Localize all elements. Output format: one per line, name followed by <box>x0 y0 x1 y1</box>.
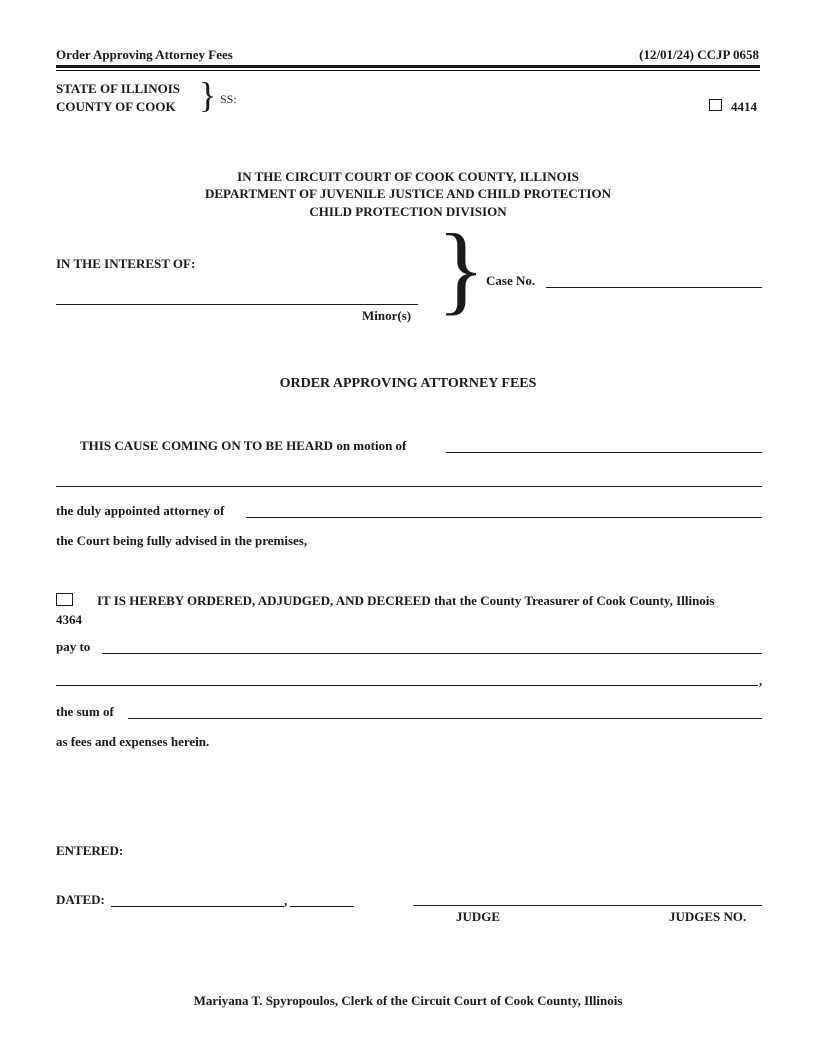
dated-comma: , <box>284 893 288 908</box>
county-label: COUNTY OF COOK <box>56 99 176 114</box>
ss-label: SS: <box>220 92 237 106</box>
ordered-text: IT IS HEREBY ORDERED, ADJUDGED, AND DECREED that the County Treasurer of Cook County, Illinois <box>97 593 715 608</box>
caption-brace: } <box>437 213 485 324</box>
payee-continuation-line[interactable] <box>56 685 758 686</box>
payee-comma: , <box>759 673 763 688</box>
form-code: (12/01/24) CCJP 0658 <box>639 47 759 62</box>
advised-text: the Court being fully advised in the premises, <box>56 533 308 548</box>
form-number-checkbox[interactable] <box>709 99 722 111</box>
attorney-of-line[interactable] <box>246 517 762 518</box>
motion-continuation-line[interactable] <box>56 486 762 487</box>
entered-label: ENTERED: <box>56 843 124 858</box>
fees-text: as fees and expenses herein. <box>56 734 210 749</box>
order-checkbox[interactable] <box>56 593 73 606</box>
case-no-line[interactable] <box>546 287 762 288</box>
court-line-3: CHILD PROTECTION DIVISION <box>309 204 507 219</box>
sum-label: the sum of <box>56 704 114 719</box>
order-title: ORDER APPROVING ATTORNEY FEES <box>279 376 537 391</box>
cause-text: THIS CAUSE COMING ON TO BE HEARD on motion of <box>80 438 407 453</box>
form-title: Order Approving Attorney Fees <box>56 47 233 62</box>
dated-year-line[interactable] <box>290 906 354 907</box>
judge-signature-line[interactable] <box>413 905 762 906</box>
court-line-2: DEPARTMENT OF JUVENILE JUSTICE AND CHILD PROTECTION <box>205 186 611 201</box>
pay-to-line[interactable] <box>102 653 762 654</box>
judge-label: JUDGE <box>456 909 501 924</box>
court-line-1: IN THE CIRCUIT COURT OF COOK COUNTY, ILLINOIS <box>237 169 579 184</box>
interest-label: IN THE INTEREST OF: <box>56 256 196 271</box>
sum-line[interactable] <box>128 718 762 719</box>
state-label: STATE OF ILLINOIS <box>56 81 181 96</box>
order-code: 4364 <box>56 612 82 627</box>
form-number: 4414 <box>731 99 757 114</box>
clerk-footer: Mariyana T. Spyropoulos, Clerk of the Circuit Court of Cook County, Illinois <box>193 993 623 1008</box>
attorney-text: the duly appointed attorney of <box>56 503 225 518</box>
dated-month-day-line[interactable] <box>111 906 284 907</box>
header-rule-thick <box>56 65 760 68</box>
minor-label: Minor(s) <box>362 308 412 323</box>
motion-of-line[interactable] <box>446 452 762 453</box>
header-rule-thin <box>56 70 760 71</box>
dated-label: DATED: <box>56 892 105 907</box>
minor-name-line[interactable] <box>56 304 418 305</box>
case-no-label: Case No. <box>486 273 536 288</box>
pay-to-label: pay to <box>56 639 91 654</box>
venue-brace: } <box>199 75 217 115</box>
judges-no-label: JUDGES NO. <box>669 909 747 924</box>
